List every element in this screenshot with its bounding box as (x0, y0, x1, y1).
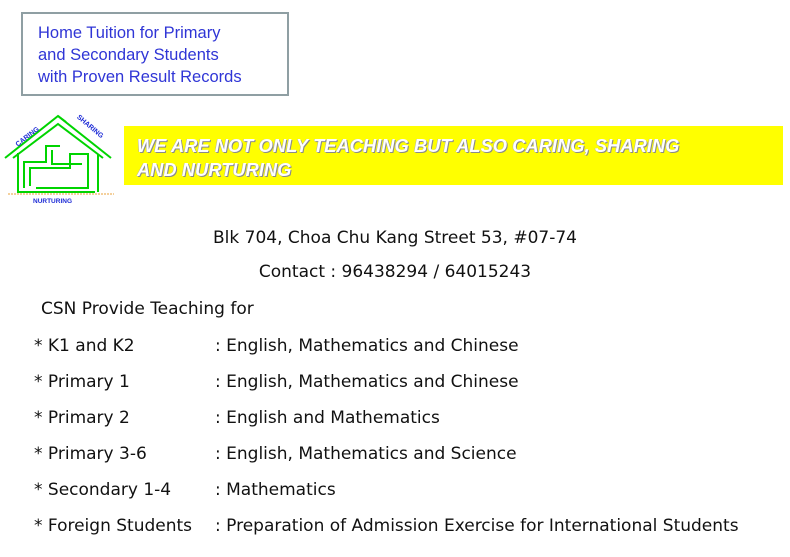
headline-line-1: Home Tuition for Primary (38, 24, 221, 42)
slogan-text (137, 134, 771, 182)
subjects-label: : Mathematics (215, 480, 336, 500)
headline-line-3: with Proven Result Records (38, 68, 242, 86)
headline-line-2: and Secondary Students (38, 46, 219, 64)
level-label: * Primary 2 (34, 408, 130, 428)
subjects-label: : English, Mathematics and Chinese (215, 372, 519, 392)
address-text: Blk 704, Choa Chu Kang Street 53, #07-74 (213, 228, 577, 248)
logo-door-icon (52, 150, 82, 164)
level-label: * Primary 1 (34, 372, 130, 392)
subjects-label: : Preparation of Admission Exercise for International Students (215, 516, 739, 536)
logo-inner-step-icon (30, 154, 88, 188)
logo-caring-label: CARING (14, 125, 41, 149)
logo-roof-left-icon (5, 116, 66, 158)
subjects-label: : English, Mathematics and Chinese (215, 336, 519, 356)
logo-sharing-label: SHARING (75, 113, 105, 141)
level-label: * Foreign Students (34, 516, 193, 536)
level-label: * Primary 3-6 (34, 444, 147, 464)
level-label: * Secondary 1-4 (34, 480, 172, 500)
provide-heading: CSN Provide Teaching for (41, 299, 254, 319)
headline-text (38, 22, 283, 88)
subjects-label: : English, Mathematics and Science (215, 444, 517, 464)
contact-text: Contact : 96438294 / 64015243 (258, 262, 532, 282)
slogan-line-2: AND NURTURING (137, 160, 292, 180)
level-label: * K1 and K2 (34, 336, 135, 356)
slogan-line-1: WE ARE NOT ONLY TEACHING BUT ALSO CARING, SHARING (137, 136, 680, 156)
subjects-label: : English and Mathematics (215, 408, 440, 428)
slogan-banner (124, 126, 783, 185)
headline-box (21, 12, 289, 96)
house-logo-icon (0, 110, 118, 210)
logo-nurturing-label: NURTURING (33, 198, 72, 205)
